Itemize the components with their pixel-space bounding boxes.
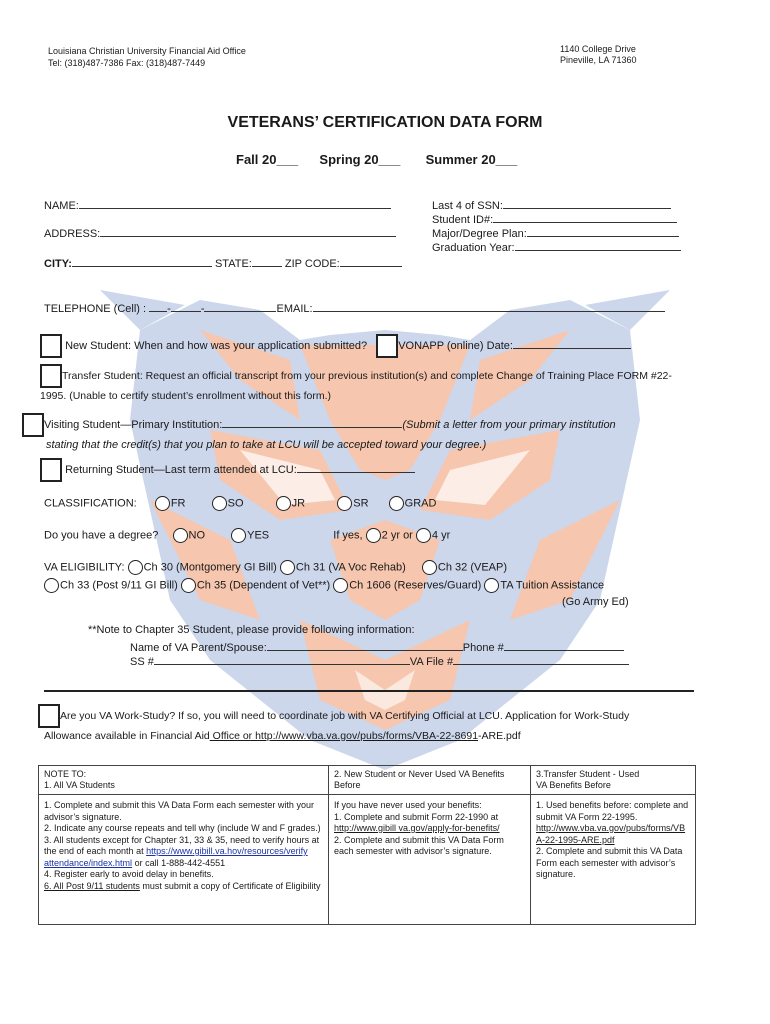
visiting-student-row [22,413,742,452]
parent-phone-field[interactable] [504,639,624,651]
phone-area-field[interactable] [149,300,167,312]
ss-label: SS # [130,656,154,668]
col1-item1: 1. Complete and submit this VA Data Form each semester with your advisor’s signature. [44,800,314,822]
vonapp-date-field[interactable] [513,337,631,349]
major-label: Major/Degree Plan: [432,228,527,240]
phone-prefix-field[interactable] [171,300,201,312]
returning-student-row [40,458,415,482]
student-id-label: Student ID#: [432,214,494,226]
address-label: ADDRESS: [44,228,101,240]
zip-label: ZIP CODE: [284,258,340,270]
col1-item3a: 3. All students except for Chapter 31, 33 & 35, need to verify hours at the end of each month at [44,834,320,856]
parent-name-label: Name of VA Parent/Spouse: [130,642,267,654]
phone-dash-2: - [200,303,205,315]
class-so-label: SO [227,497,244,510]
transfer-line1: Transfer Student: Request an official transcript from your previous institution(s) and complete Change of Training Place FORM #22- [62,369,672,382]
notes-col-new-student [328,765,531,925]
class-grad-radio[interactable] [389,496,404,511]
degree-no-label: NO [188,529,205,542]
last-term-field[interactable] [297,461,415,473]
work-study-line2-prefix: Allowance available in Financial Aid [44,730,210,742]
degree-2yr-label: 2 yr or [381,529,413,542]
visiting-note: (Submit a letter from your primary institution [402,418,616,431]
ch1606-label: Ch 1606 (Reserves/Guard) [349,579,482,592]
ch30-radio[interactable] [128,560,143,575]
transfer-line2: 1995. (Unable to certify student’s enrollment without this form.) [40,390,332,402]
degree-question: Do you have a degree? [44,529,159,542]
col1-head2: 1. All VA Students [44,780,115,790]
work-study-checkbox[interactable] [38,704,60,728]
col3-item2: 2. Complete and submit this VA Data Form each semester with advisor’s signature. [536,846,683,879]
ta-label: TA Tuition Assistance [500,579,605,592]
col2-item2: 2. Complete and submit this VA Data Form each semester with advisor’s signature. [334,834,504,856]
verify-attendance-link[interactable]: https://www.gibill.va.hov/resources/verify attendance/index.html [44,846,308,868]
col3-head2: VA Benefits Before [536,780,611,790]
va-eligibility-label: VA ELIGIBILITY: [44,561,125,574]
visiting-label: Visiting Student—Primary Institution: [44,418,223,431]
name-label: NAME: [44,200,79,212]
ch32-label: Ch 32 (VEAP) [437,561,507,574]
ch1606-radio[interactable] [333,578,348,593]
class-jr-label: JR [291,497,306,510]
ssn-label: Last 4 of SSN: [432,200,503,212]
col2-intro: If you have never used your benefits: [334,800,482,810]
va-file-field[interactable] [453,653,629,665]
phone-line-field[interactable] [204,300,276,312]
parent-name-field[interactable] [267,639,463,651]
col1-item2: 2. Indicate any course repeats and tell why (include W and F grades.) [44,823,321,833]
state-label: STATE: [214,258,252,270]
new-student-label: New Student: When and how was your application submitted? [65,339,368,352]
ch32-radio[interactable] [422,560,437,575]
if-yes-label: If yes, [333,529,363,542]
ch33-label: Ch 33 (Post 9/11 GI Bill) [60,579,178,592]
new-student-row [40,334,631,358]
col1-item4: 4. Register early to avoid delay in benefits. [44,869,214,879]
gibill-apply-link[interactable]: http://www.gibill va.gov/apply-for-benefits/ [334,823,500,833]
col1-item3b: or call 1-888-442-4551 [134,857,226,868]
grad-year-label: Graduation Year: [432,242,515,254]
transfer-student-row [40,364,730,403]
transfer-student-checkbox[interactable] [40,364,62,388]
work-study-line1: Are you VA Work-Study? If so, you will need to coordinate job with VA Certifying Official at LCU. Application for Work-Study [60,709,630,722]
col2-item1: 1. Complete and submit Form 22-1990 at [334,811,499,822]
address-field[interactable] [44,225,396,241]
classification-label: CLASSIFICATION: [44,497,137,510]
telephone-email-row [44,300,665,316]
degree-no-radio[interactable] [173,528,188,543]
email-field[interactable] [313,300,665,312]
class-fr-radio[interactable] [155,496,170,511]
section-divider [44,690,694,692]
zip-field[interactable] [340,255,402,267]
va-eligibility-row1 [44,560,507,575]
ss-field[interactable] [154,653,410,665]
col2-head2: Before [334,780,361,790]
work-study-row [38,704,738,743]
ta-sub-label: (Go Army Ed) [562,596,629,608]
returning-student-checkbox[interactable] [40,458,62,482]
email-label: EMAIL: [276,303,313,315]
name-field[interactable] [44,197,391,213]
returning-label: Returning Student—Last term attended at LCU: [65,463,297,476]
class-fr-label: FR [170,497,186,510]
ch31-label: Ch 31 (VA Voc Rehab) [295,561,406,574]
visiting-student-checkbox[interactable] [22,413,44,437]
vonapp-label: VONAPP (online) Date: [398,339,513,352]
ch31-radio[interactable] [280,560,295,575]
ch35-ss-row [130,653,629,669]
col1-item5-underlined: 6. All Post 9/11 students [44,880,140,891]
ch35-label: Ch 35 (Dependent of Vet**) [196,579,331,592]
form-title: VETERANS’ CERTIFICATION DATA FORM [227,114,543,131]
ch35-radio[interactable] [181,578,196,593]
org-name: Louisiana Christian University Financial Aid Office [48,46,246,56]
primary-institution-field[interactable] [222,416,402,428]
work-study-link[interactable]: Office or http://www.vba.va.gov/pubs/forms/VBA-22-8691 [209,730,479,742]
vba-form-link[interactable]: http://www.vba.va.gov/pubs/forms/VBA-22-1995-ARE.pdf [536,823,686,845]
telephone-label: TELEPHONE (Cell) : [44,303,147,315]
grad-year-field[interactable] [432,239,681,255]
state-field[interactable] [252,255,282,267]
class-jr-radio[interactable] [276,496,291,511]
col3-head1: 3.Transfer Student - Used [536,769,640,779]
classification-row [44,496,436,511]
degree-2yr-radio[interactable] [366,528,381,543]
class-grad-label: GRAD [404,497,437,510]
col1-item5-rest: must submit a copy of Certificate of Eligibility [139,880,321,891]
phone-dash-1: - [167,303,171,315]
degree-yes-radio[interactable] [231,528,246,543]
term-summer[interactable]: Summer 20___ [425,152,518,167]
city-state-zip-row [44,255,402,271]
notes-col-all-students [38,765,329,925]
term-selector [236,152,517,167]
notes-col-transfer-student [530,765,696,925]
col2-head1: 2. New Student or Never Used VA Benefits [334,769,505,779]
ta-radio[interactable] [484,578,499,593]
term-fall[interactable]: Fall 20___ [236,152,299,167]
city-field[interactable] [72,255,212,267]
visiting-line2: stating that the credit(s) that you plan to take at LCU will be accepted toward your degree.) [46,439,487,451]
col3-item1: 1. Used benefits before: complete and submit VA Form 22-1995. [536,800,689,822]
va-file-label: VA File # [409,656,454,668]
work-study-line2-suffix: -ARE.pdf [478,730,521,742]
ch33-radio[interactable] [44,578,59,593]
new-student-checkbox[interactable] [40,334,62,358]
term-spring[interactable]: Spring 20___ [319,152,401,167]
degree-4yr-radio[interactable] [416,528,431,543]
address-line2: Pineville, LA 71360 [560,55,637,65]
vonapp-checkbox[interactable] [376,334,398,358]
class-so-radio[interactable] [212,496,227,511]
org-contact: Tel: (318)487-7386 Fax: (318)487-7449 [48,58,206,68]
address-line1: 1140 College Drive [560,44,636,54]
va-eligibility-row2 [44,578,604,593]
ch35-note: **Note to Chapter 35 Student, please provide following information: [88,624,415,636]
city-label: CITY: [44,258,72,270]
degree-yes-label: YES [247,529,270,542]
parent-phone-label: Phone # [462,642,504,654]
ch30-label: Ch 30 (Montgomery GI Bill) [143,561,277,574]
col1-head1: NOTE TO: [44,769,87,779]
class-sr-radio[interactable] [337,496,352,511]
degree-row [44,528,450,543]
class-sr-label: SR [353,497,369,510]
degree-4yr-label: 4 yr [431,529,451,542]
